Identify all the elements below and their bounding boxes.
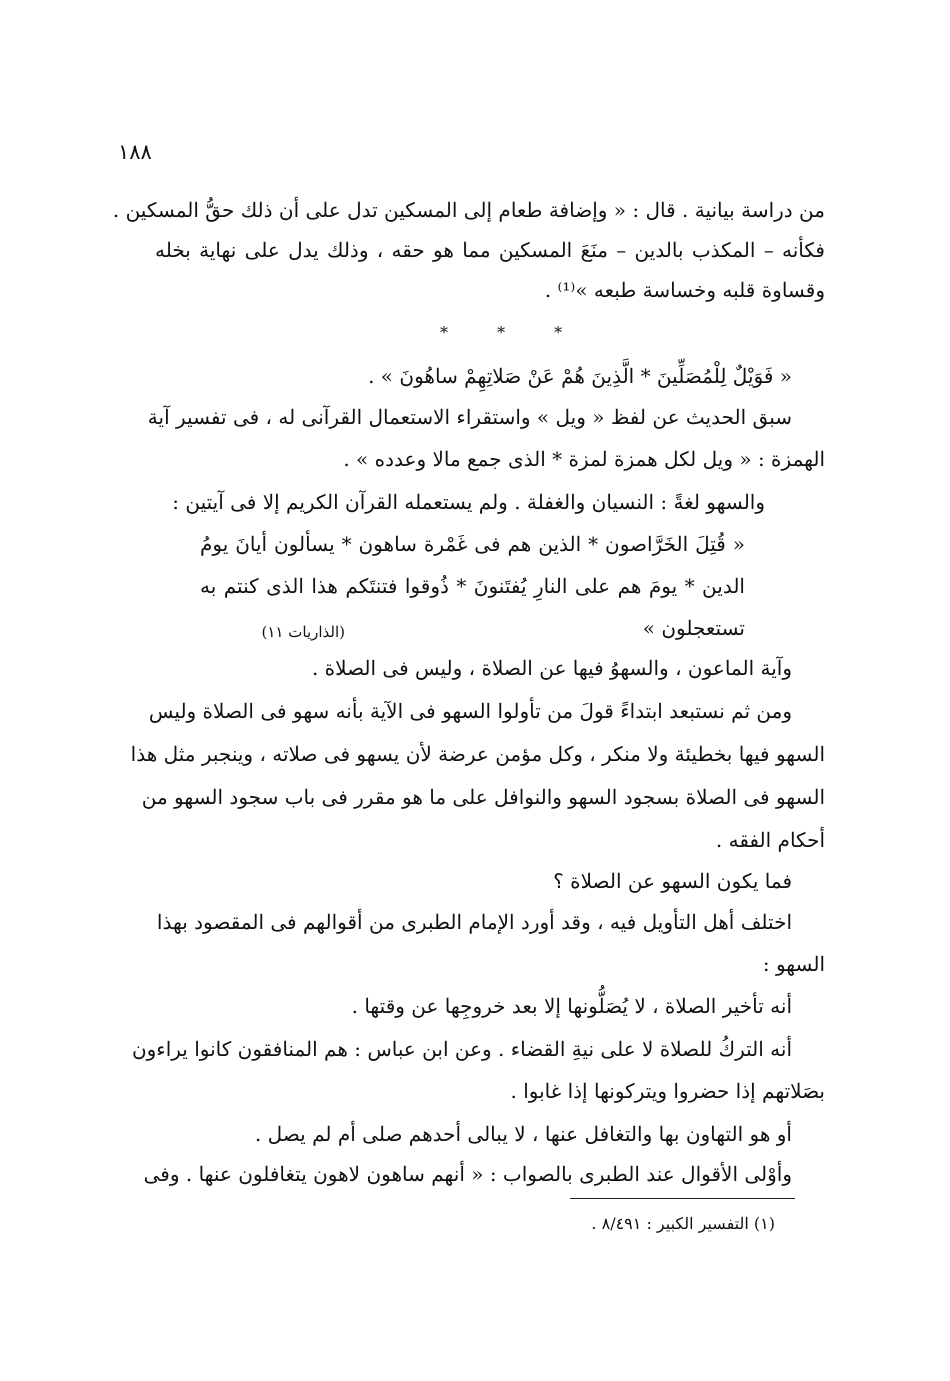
quran-verse: تستعجلون » <box>642 616 745 640</box>
text-line: فكأنه – المكذب بالدين – منَعَ المسكين مما هو حقه ، وذلك يدل على نهاية بخله <box>155 238 825 262</box>
text-line: السهو فى الصلاة بسجود السهو والنوافل على ما هو مقرر فى باب سجود السهو من <box>141 785 825 809</box>
text-line: ومن ثم نستبعد ابتداءً قولَ من تأولوا السهو فى الآية بأنه سهو فى الصلاة وليس <box>148 699 792 723</box>
footnote-divider <box>570 1198 795 1199</box>
text-line: الهمزة : « ويل لكل همزة لمزة * الذى جمع مالا وعدده » . <box>343 447 825 471</box>
text-line: وآية الماعون ، والسهوُ فيها عن الصلاة ، وليس فى الصلاة . <box>311 656 792 680</box>
text-line: بصَلاتهم إذا حضروا ويتركونها إذا غابوا . <box>510 1079 825 1103</box>
text-line: فما يكون السهو عن الصلاة ؟ <box>553 869 792 893</box>
text-line: أحكام الفقه . <box>715 828 825 852</box>
text-line: أو هو التهاون بها والتغافل عنها ، لا يبالى أحدهم صلى أم لم يصل . <box>254 1122 792 1146</box>
quran-verse: الدين * يومَ هم على النارِ يُفتَنونَ * ذُوقوا فتنتَكم هذا الذى كنتم به <box>200 574 745 598</box>
text-line: سبق الحديث عن لفظ « ويل » واستقراء الاستعمال القرآنى له ، فى تفسير آية <box>147 405 792 429</box>
quran-verse: « فَوَيْلٌ لِلْمُصَلِّينَ * الَّذِينَ هُمْ عَنْ صَلاتِهِمْ ساهُونَ » . <box>368 364 792 388</box>
text-line: أنه تأخير الصلاة ، لا يُصَلُّونها إلا بعد خروجِها عن وقتها . <box>351 994 792 1018</box>
footnote: (١) التفسير الكبير : ٨/٤٩١ . <box>591 1214 775 1233</box>
text-line: أنه التركُ للصلاة لا على نيةِ القضاء . وعن ابن عباس : هم المنافقون كانوا يراءون <box>131 1037 792 1061</box>
page-number: ١٨٨ <box>118 140 152 164</box>
section-separator: * * * <box>440 323 585 342</box>
quran-verse: « قُتِلَ الخَرَّاصون * الذين هم فى غَمْرة ساهون * يسألون أيانَ يومُ <box>200 532 745 556</box>
text-line: السهو فيها بخطيئة ولا منكر ، وكل مؤمن عرضة لأن يسهو فى صلاته ، وينجبر مثل هذا <box>130 742 825 766</box>
verse-reference: (الذاريات ١١) <box>261 623 345 641</box>
text-line: من دراسة بيانية . قال : « وإضافة طعام إلى المسكين تدل على أن ذلك حقُّ المسكين . <box>112 198 825 222</box>
text-line: اختلف أهل التأويل فيه ، وقد أورد الإمام الطبرى من أقوالهم فى المقصود بهذا <box>156 910 792 934</box>
text-line: والسهو لغةً : النسيان والغفلة . ولم يستعمله القرآن الكريم إلا فى آيتين : <box>172 490 765 514</box>
text-line: وقساوة قلبه وخساسة طبعه »⁽¹⁾ . <box>544 278 825 302</box>
text-line: السهو : <box>762 952 825 976</box>
text-line: وأوْلى الأقوال عند الطبرى بالصواب : « أنهم ساهون لاهون يتغافلون عنها . وفى <box>143 1162 792 1186</box>
